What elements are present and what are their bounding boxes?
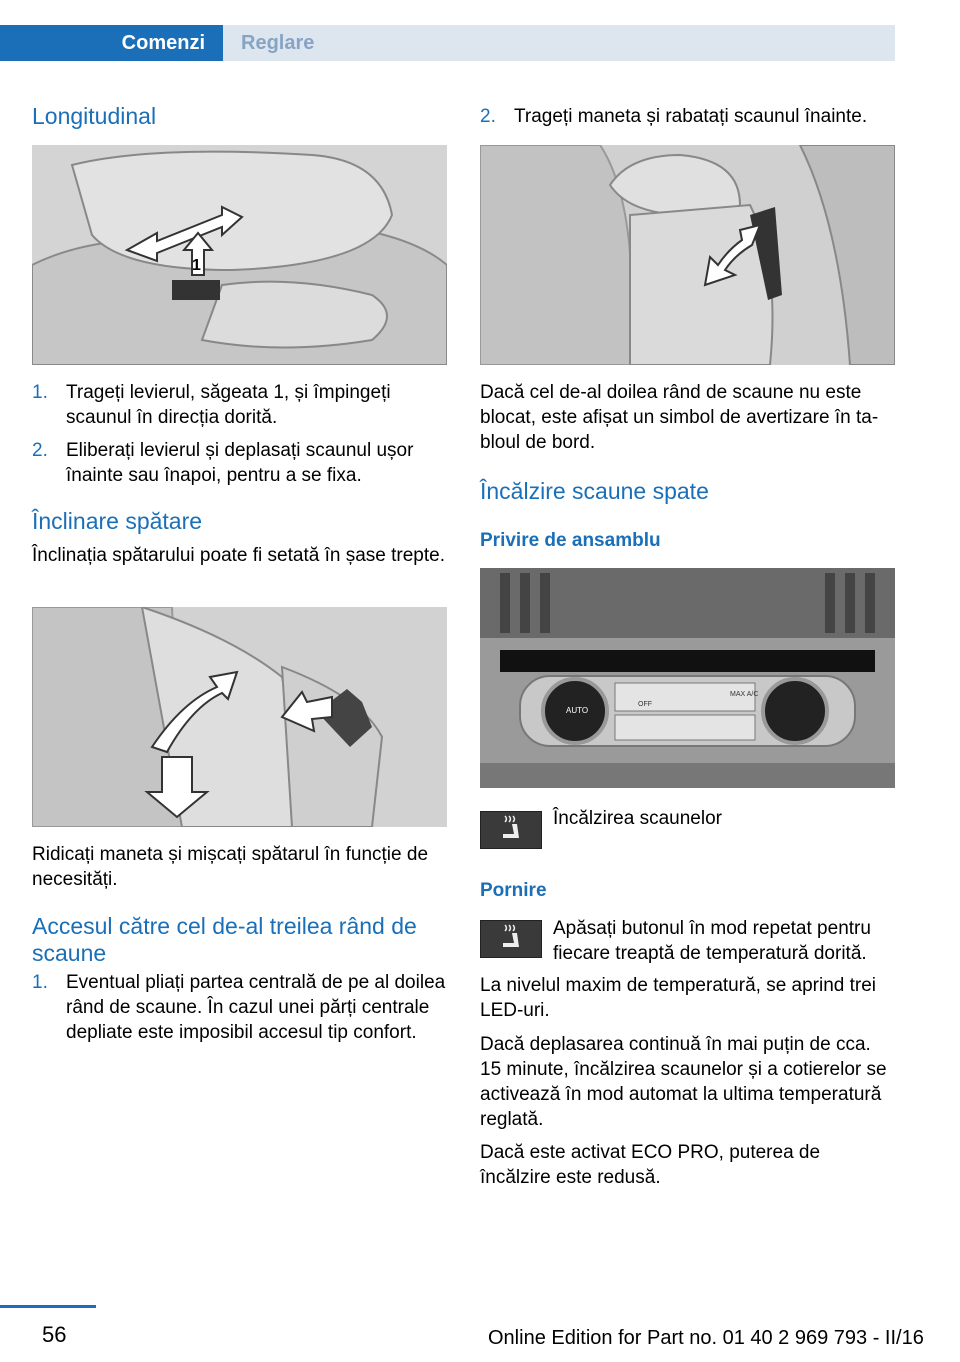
heading-acces-rand-3: Accesul către cel de-al treilea rând de scaune bbox=[32, 913, 417, 966]
seat-heating-button-icon bbox=[480, 920, 542, 958]
list-number: 1. bbox=[32, 382, 48, 403]
paragraph-blocat: Dacă cel de-al doilea rând de scaune nu este blocat, este afișat un simbol de avertizare în tabloul de bord. bbox=[480, 382, 879, 453]
auto-button-label: AUTO bbox=[566, 706, 589, 715]
list-number: 1. bbox=[32, 972, 48, 993]
heading-pornire: Pornire bbox=[480, 880, 547, 901]
steps-longitudinal bbox=[32, 380, 447, 488]
heading-inclinare: Înclinare spătare bbox=[32, 508, 203, 534]
heading-privire: Privire de ansamblu bbox=[480, 530, 661, 551]
backrest-incline-illustration bbox=[32, 607, 447, 827]
caption-incalzire-scaunelor: Încălzirea scaunelor bbox=[553, 808, 722, 829]
tab-comenzi[interactable]: Comenzi bbox=[0, 25, 223, 61]
list-text: Trageți levierul, săgeata 1, și împingeți scaunul în direcția dorită. bbox=[66, 382, 391, 428]
list-item bbox=[32, 438, 447, 488]
steps-acces bbox=[32, 970, 447, 1045]
max-ac-button-label: MAX A/C bbox=[730, 691, 759, 698]
list-number: 2. bbox=[480, 106, 496, 127]
list-item bbox=[32, 380, 447, 430]
paragraph-ridicati: Ridicați maneta și mișcați spătarul în funcție de necesități. bbox=[32, 844, 429, 890]
list-item bbox=[480, 104, 895, 129]
paragraph-eco-pro: Dacă este activat ECO PRO, puterea de încălzire este redusă. bbox=[480, 1142, 821, 1188]
list-item bbox=[32, 970, 447, 1045]
page-number: 56 bbox=[42, 1322, 67, 1347]
paragraph-apasati: Apăsați butonul în mod repetat pentru fiecare treaptă de temperatură dorită. bbox=[553, 918, 871, 964]
off-button-label: OFF bbox=[638, 701, 652, 708]
heading-incalzire: Încălzire scaune spate bbox=[480, 478, 709, 504]
step-rabatare bbox=[480, 104, 895, 129]
list-number: 2. bbox=[32, 440, 48, 461]
tab-bar bbox=[0, 25, 895, 61]
rear-climate-panel-illustration bbox=[480, 568, 895, 788]
list-text: Eliberați levierul și deplasați scaunul ușor înainte sau înapoi, pentru a se fixa. bbox=[66, 440, 414, 486]
seat-fold-illustration bbox=[480, 145, 895, 365]
arrow-label-1: 1 bbox=[192, 257, 201, 274]
heading-longitudinal: Longitudinal bbox=[32, 103, 157, 129]
paragraph-nivel-maxim: La nivelul maxim de temperatură, se aprind trei LED-uri. bbox=[480, 975, 877, 1021]
footer-rule bbox=[0, 1305, 96, 1308]
seat-longitudinal-illustration bbox=[32, 145, 447, 365]
paragraph-inclinare: Înclinația spătarului poate fi setată în șase trepte. bbox=[32, 545, 445, 566]
edition-note: Online Edition for Part no. 01 40 2 969 793 - II/16 bbox=[488, 1327, 924, 1349]
list-text: Eventual pliați partea centrală de pe al doilea rând de scaune. În cazul unei părți centrale depliate este imposibil accesul tip confort. bbox=[66, 972, 446, 1043]
paragraph-deplasare: Dacă deplasarea continuă în mai puțin de cca. 15 minute, încălzirea scaunelor și a cotierelor se activează în mod automat la ultima temperatură reglată. bbox=[480, 1034, 887, 1130]
seat-heating-icon bbox=[480, 811, 542, 849]
tab-reglare[interactable]: Reglare bbox=[223, 25, 895, 61]
list-text: Trageți maneta și rabatați scaunul înainte. bbox=[514, 106, 868, 127]
